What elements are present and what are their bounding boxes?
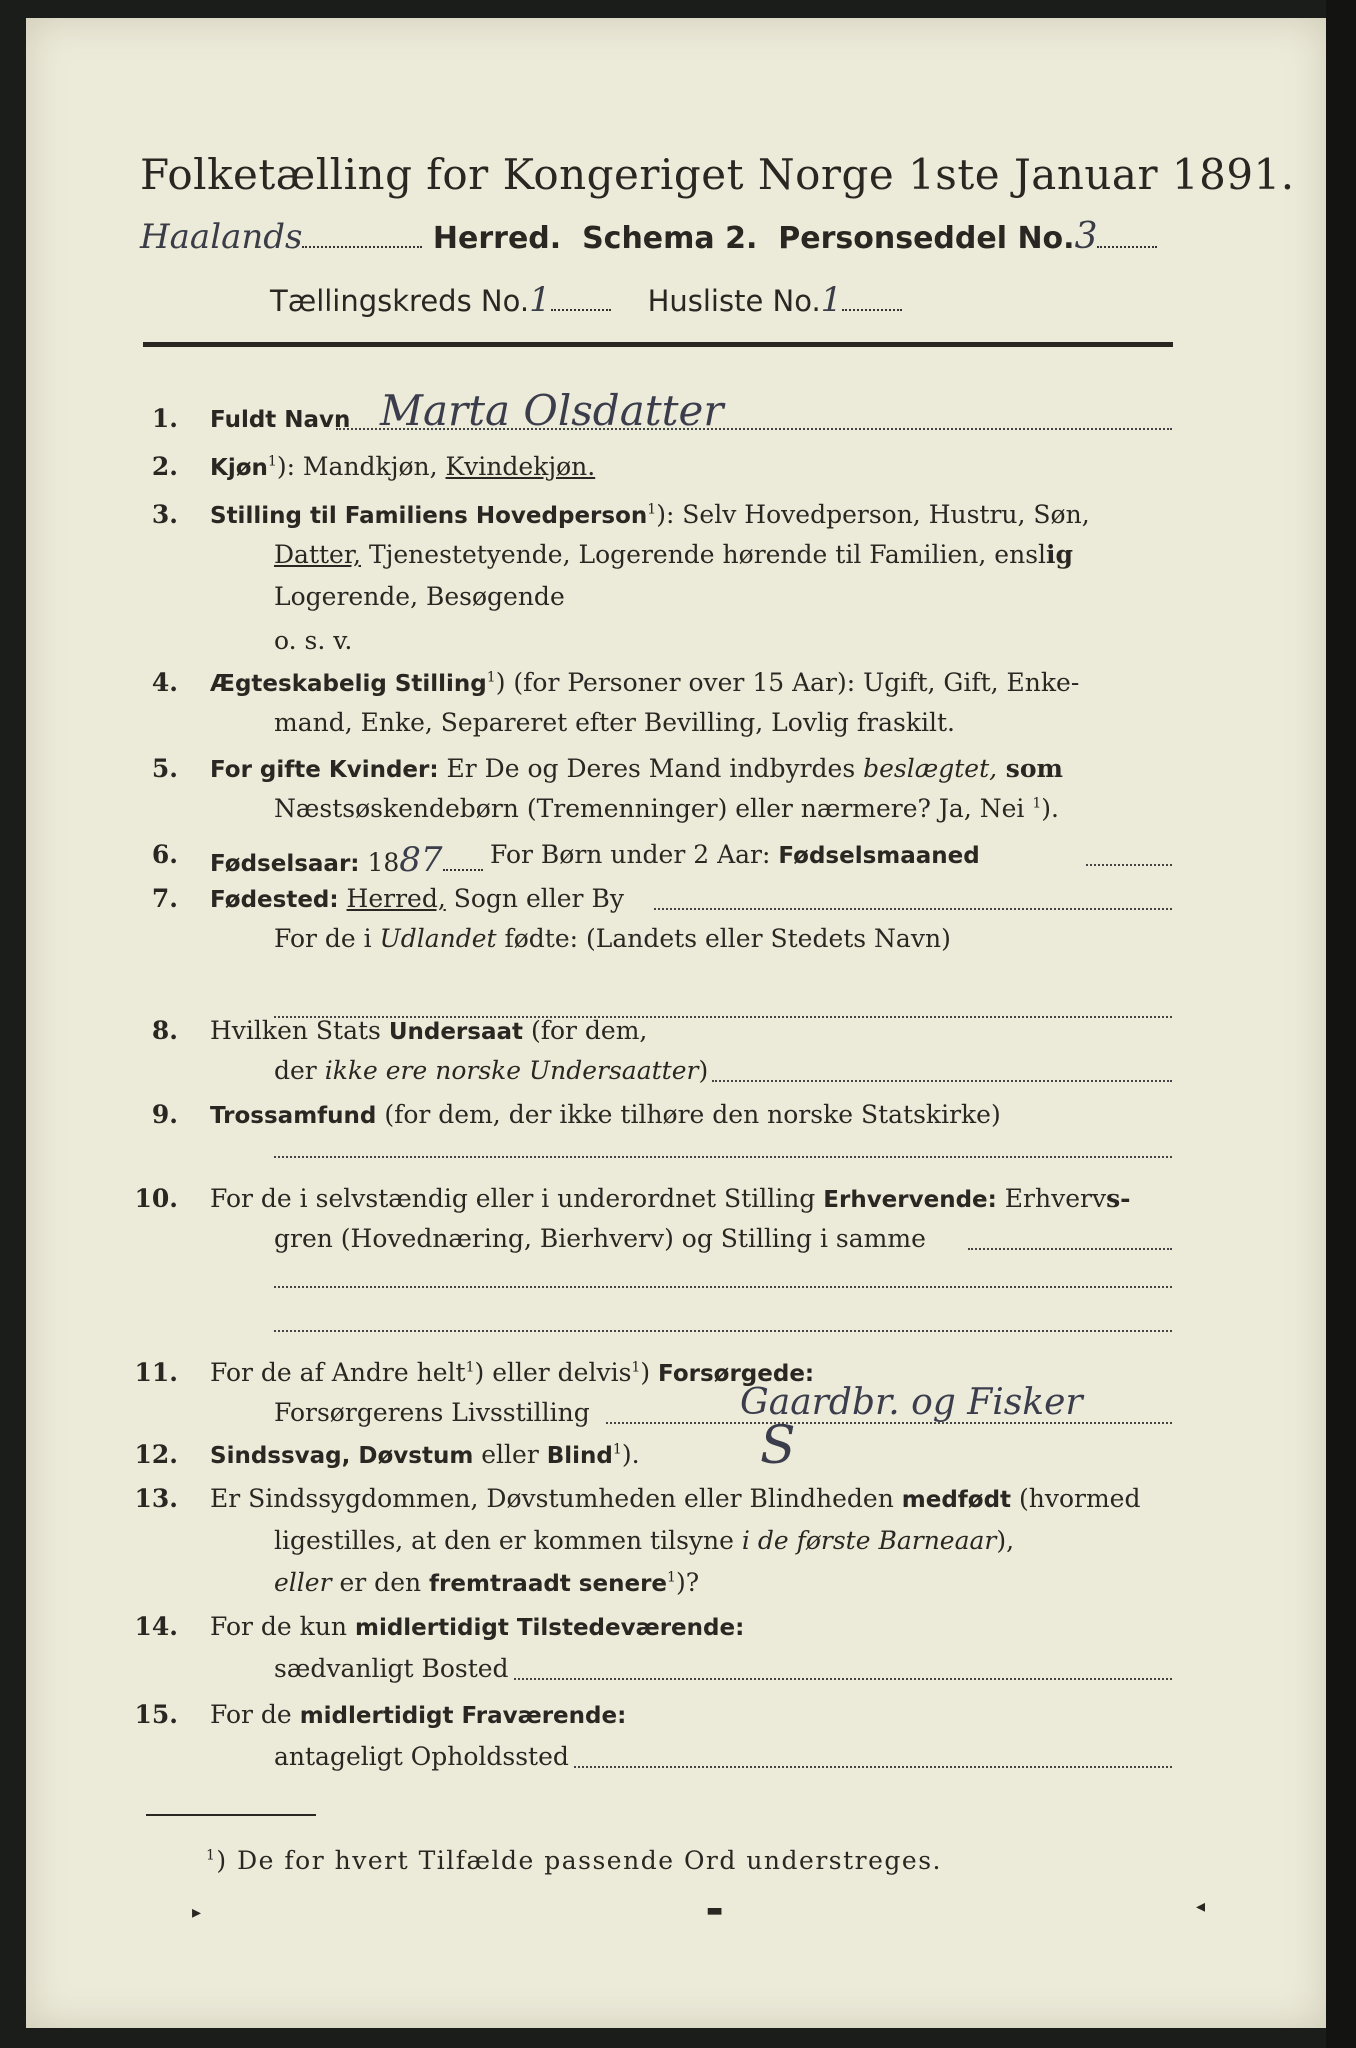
item-number: 6.	[151, 840, 178, 869]
item-text: Udlandet	[379, 924, 497, 953]
herred-label: Herred.	[432, 221, 562, 256]
item-number: 15.	[134, 1700, 178, 1729]
fill-line	[968, 1248, 1172, 1250]
item-number: 5.	[151, 754, 178, 783]
item-text: Logerende, Besøgende	[274, 582, 565, 611]
scan-edge	[1326, 0, 1356, 2048]
footnote-marker: 1	[206, 1847, 217, 1864]
item-text: beslægtet,	[863, 754, 998, 783]
item-label: Ægteskabelig Stilling	[210, 671, 487, 697]
footnote-ref: 1	[486, 669, 496, 686]
item-label: Undersaat	[388, 1019, 523, 1045]
item-text: gren (Hovednæring, Bierhverv) og Stilling i samme	[274, 1224, 926, 1253]
fill-line	[712, 1080, 1172, 1082]
pin-hole-mark: ◂	[1196, 1896, 1206, 1917]
underlined-option: Kvindekjøn.	[445, 452, 596, 481]
footnote-ref: 1	[1032, 795, 1042, 812]
herred-value: Haalands	[140, 217, 303, 257]
item-text: )	[698, 1056, 709, 1085]
fill-line	[274, 1286, 1172, 1288]
item-text: ),	[996, 1526, 1015, 1555]
item-text: For de kun	[210, 1612, 355, 1641]
item-text: som	[997, 754, 1063, 783]
underlined-option: Herred,	[346, 884, 446, 913]
item-label: Fuldt Navn	[210, 407, 351, 433]
item-text: Er De og Deres Mand indbyrdes	[438, 754, 864, 783]
item-text: Er Sindssygdommen, Døvstumheden eller Blindheden	[210, 1484, 902, 1513]
item-text: eller	[274, 1568, 332, 1597]
item-text: Erhverv	[996, 1184, 1107, 1213]
item-text: Sogn eller By	[445, 884, 624, 913]
item-text: ).	[1041, 794, 1059, 823]
item-text: der	[274, 1056, 325, 1085]
item-label: Trossamfund	[210, 1103, 377, 1129]
item-label: Fødested:	[210, 887, 339, 913]
item-number: 8.	[151, 1016, 178, 1045]
pin-hole-mark: ▸	[192, 1902, 202, 1923]
item-number: 9.	[151, 1100, 178, 1129]
year-prefix: 18	[359, 848, 400, 877]
item-text: sædvanligt Bosted	[274, 1654, 509, 1683]
footnote-ref: 1	[465, 1359, 475, 1376]
husliste-value: 1	[820, 280, 843, 320]
item-text: er den	[331, 1568, 430, 1597]
item-text: Forsørgerens Livsstilling	[274, 1398, 590, 1427]
item-text: fødte: (Landets eller Stedets Navn)	[496, 924, 951, 953]
footnote-text: ) De for hvert Tilfælde passende Ord understreges.	[216, 1846, 942, 1875]
husliste-label: Husliste No.	[647, 284, 821, 318]
pin-hole-mark: ▬	[706, 1900, 724, 1921]
item-text: o. s. v.	[274, 626, 353, 655]
item-text: For Børn under 2 Aar:	[490, 840, 779, 869]
item-number: 3.	[151, 500, 178, 529]
item-label: Kjøn	[210, 455, 268, 481]
item-label: medfødt	[901, 1487, 1012, 1513]
fill-line	[336, 428, 1172, 430]
item-text: Tjenestetyende, Logerende hørende til Familien, ensl	[361, 540, 1047, 569]
fill-line	[274, 1330, 1172, 1332]
item-text: antageligt Opholdssted	[274, 1742, 569, 1771]
item-text: eller	[473, 1440, 547, 1469]
item-text: ) (for Personer over 15 Aar): Ugift, Gift, Enke-	[495, 668, 1080, 697]
personseddel-dots	[1097, 245, 1157, 248]
item-text: (for dem, der ikke tilhøre den norske Statskirke)	[376, 1100, 1001, 1129]
header-rule	[143, 342, 1173, 347]
item-text: For de i	[274, 924, 380, 953]
item-number: 14.	[134, 1612, 178, 1641]
kreds-label: Tællingskreds No.	[270, 284, 530, 318]
underlined-option: Datter,	[274, 540, 361, 569]
birth-year-value: 87	[399, 840, 443, 880]
fill-line	[654, 908, 1172, 910]
provider-occupation-value: Gaardbr. og Fisker	[740, 1382, 1083, 1423]
item-label: Erhvervende:	[823, 1187, 997, 1213]
item-label: Fødselsmaaned	[778, 843, 980, 869]
item-label: midlertidigt Fraværende:	[299, 1703, 627, 1729]
footnote-ref: 1	[667, 1569, 676, 1586]
item-number: 13.	[134, 1484, 178, 1513]
footnote	[206, 1846, 942, 1875]
item-text: (hvormed	[1011, 1484, 1141, 1513]
personseddel-value: 3	[1074, 216, 1098, 257]
item-number: 4.	[151, 668, 178, 697]
kreds-value: 1	[529, 280, 551, 320]
footnote-ref: 1	[647, 501, 657, 518]
item-text: ligestilles, at den er kommen tilsyne	[274, 1526, 742, 1555]
footnote-ref: 1	[631, 1359, 641, 1376]
personseddel-label: Personseddel No.	[778, 221, 1075, 256]
fill-line	[274, 1156, 1172, 1158]
item-text: ): Selv Hovedperson, Hustru, Søn,	[656, 500, 1090, 529]
item-label: Fødselsaar:	[210, 851, 360, 877]
fill-line	[443, 868, 483, 871]
item-text: )	[640, 1358, 659, 1387]
item-label: For gifte Kvinder:	[210, 757, 439, 783]
form-header-line	[140, 216, 1180, 262]
item-number: 12.	[134, 1440, 178, 1469]
item-label: midlertidigt Tilstedeværende:	[354, 1615, 745, 1641]
disability-mark-value: S	[760, 1416, 796, 1476]
footnote-ref: 1	[267, 453, 277, 470]
item-text: For de i selvstændig eller i underordnet Stilling	[210, 1184, 824, 1213]
item-label: Stilling til Familiens Hovedperson	[210, 503, 648, 529]
fill-line	[574, 1766, 1172, 1768]
item-text: ): Mandkjøn,	[276, 452, 446, 481]
schema-label: Schema 2.	[582, 221, 758, 256]
kreds-line	[270, 280, 902, 324]
item-number: 1.	[151, 404, 178, 433]
item-text: i de første Barneaar	[741, 1526, 997, 1555]
item-text: Hvilken Stats	[210, 1016, 389, 1045]
full-name-value: Marta Olsdatter	[380, 386, 724, 435]
fill-line	[514, 1678, 1172, 1680]
husliste-dots	[842, 308, 902, 311]
item-text: ig	[1046, 540, 1074, 569]
item-text: ikke ere norske Undersaatter	[324, 1056, 699, 1085]
item-text: ).	[621, 1440, 640, 1469]
form-title: Folketælling for Kongeriget Norge 1ste Januar 1891.	[140, 150, 1295, 199]
item-label: fremtraadt senere	[429, 1571, 668, 1597]
kreds-dots	[551, 308, 611, 311]
item-text: For de af Andre helt	[210, 1358, 466, 1387]
item-text: (for dem,	[523, 1016, 648, 1045]
footnote-ref: 1	[612, 1441, 622, 1458]
item-label: Blind	[546, 1443, 613, 1469]
item-text: For de	[210, 1700, 300, 1729]
item-label: Sindssvag, Døvstum	[210, 1443, 474, 1469]
item-number: 11.	[134, 1358, 178, 1387]
item-text: s-	[1106, 1184, 1131, 1213]
item-number: 7.	[151, 884, 178, 913]
footnote-rule	[146, 1814, 316, 1816]
item-text: Næstsøskendebørn (Tremenninger) eller nærmere? Ja, Nei	[274, 794, 1033, 823]
item-number: 10.	[134, 1184, 178, 1213]
item-number: 2.	[151, 452, 178, 481]
item-text: mand, Enke, Separeret efter Bevilling, Lovlig fraskilt.	[274, 708, 955, 737]
item-label: Forsørgede:	[658, 1361, 815, 1387]
item-text: )?	[675, 1568, 700, 1597]
fill-line	[1086, 864, 1172, 866]
herred-dots	[302, 245, 422, 248]
item-text: ) eller delvis	[474, 1358, 632, 1387]
